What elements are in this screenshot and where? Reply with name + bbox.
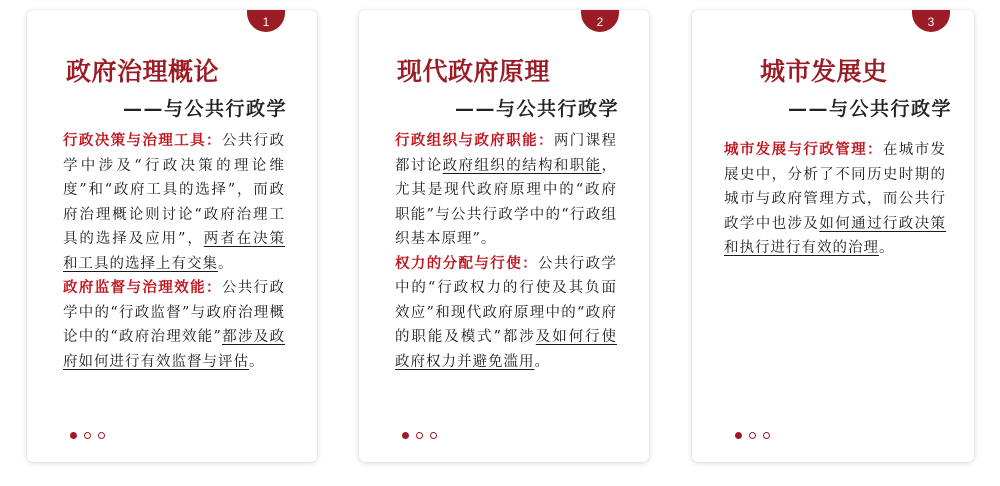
paragraph-text: 公共行政学中的“行政监督”与政府治理概论中的“政府治理效能”: [63, 280, 286, 345]
card-title: 现代政府原理: [397, 57, 551, 86]
pagination-dot-3[interactable]: [98, 432, 105, 439]
course-card-2: [359, 10, 649, 462]
card-body: [724, 138, 946, 261]
paragraph-heading: 行政组织与政府职能：: [395, 132, 554, 149]
pagination-dot-2[interactable]: [749, 432, 756, 439]
paragraph-end-text: 。: [218, 255, 234, 272]
paragraph-text: 公共行政学中的“行政权力的行使及其负面效应”和现代政府原理中的“政府的职能及模式”都涉: [395, 255, 618, 345]
paragraph-text: 在城市发展史中，分析了不同历史时期的城市与政府管理方式，而公共行政学中也涉及: [724, 142, 947, 232]
card-subtitle: ——与公共行政学: [454, 98, 619, 120]
card-body: [63, 129, 285, 374]
card-number-badge: 1: [247, 10, 285, 32]
card-title: 政府治理概论: [66, 57, 220, 86]
paragraph: [395, 129, 617, 252]
card-title: 城市发展史: [760, 57, 888, 86]
paragraph: [395, 252, 617, 375]
paragraph-underlined-text: 如何通过行政决策和执行进行有效的治理: [724, 215, 947, 256]
paragraph-heading: 行政决策与治理工具：: [63, 132, 222, 149]
paragraph-text: 两门课程都讨论: [395, 133, 618, 174]
paragraph-end-text: 。: [249, 353, 265, 370]
card-body: [395, 129, 617, 374]
paragraph-heading: 政府监督与治理效能：: [63, 279, 222, 296]
card-subtitle: ——与公共行政学: [787, 98, 952, 120]
pagination-dot-2[interactable]: [84, 432, 91, 439]
paragraph: [724, 138, 946, 261]
paragraph: [63, 129, 285, 276]
paragraph-text: 公共行政学中涉及“行政决策的理论维度”和“政府工具的选择”，而政府治理概论则讨论“政府治理工具的选择及应用”，: [63, 133, 286, 247]
course-card-3: [692, 10, 974, 462]
paragraph-end-text: 。: [879, 240, 895, 256]
paragraph-underlined-text: 都涉及政府如何进行有效监督与评估: [63, 329, 286, 370]
pagination-dot-1[interactable]: [735, 432, 742, 439]
paragraph: [63, 276, 285, 374]
paragraph-underlined-text: 及如何行使政府权力并避免滥用: [395, 329, 617, 370]
card-number-badge: 2: [581, 10, 619, 32]
pagination-dots: [735, 432, 770, 439]
pagination-dots: [402, 432, 437, 439]
card-subtitle: ——与公共行政学: [122, 98, 287, 120]
pagination-dot-3[interactable]: [763, 432, 770, 439]
paragraph-heading: 城市发展与行政管理：: [724, 141, 883, 158]
paragraph-underlined-text: 政府组织的结构和职能: [442, 157, 602, 174]
pagination-dot-2[interactable]: [416, 432, 423, 439]
paragraph-heading: 权力的分配与行使：: [395, 254, 538, 272]
paragraph-underlined-text: 两者在决策和工具的选择上有交集: [63, 231, 285, 272]
pagination-dot-1[interactable]: [70, 432, 77, 439]
card-number-badge: 3: [912, 10, 950, 32]
paragraph-end-text: ，尤其是现代政府原理中的“政府职能”与公共行政学中的“行政组织基本原理”。: [395, 157, 618, 247]
paragraph-end-text: 。: [534, 353, 550, 370]
course-card-1: [27, 10, 317, 462]
pagination-dots: [70, 432, 105, 439]
pagination-dot-1[interactable]: [402, 432, 409, 439]
pagination-dot-3[interactable]: [430, 432, 437, 439]
